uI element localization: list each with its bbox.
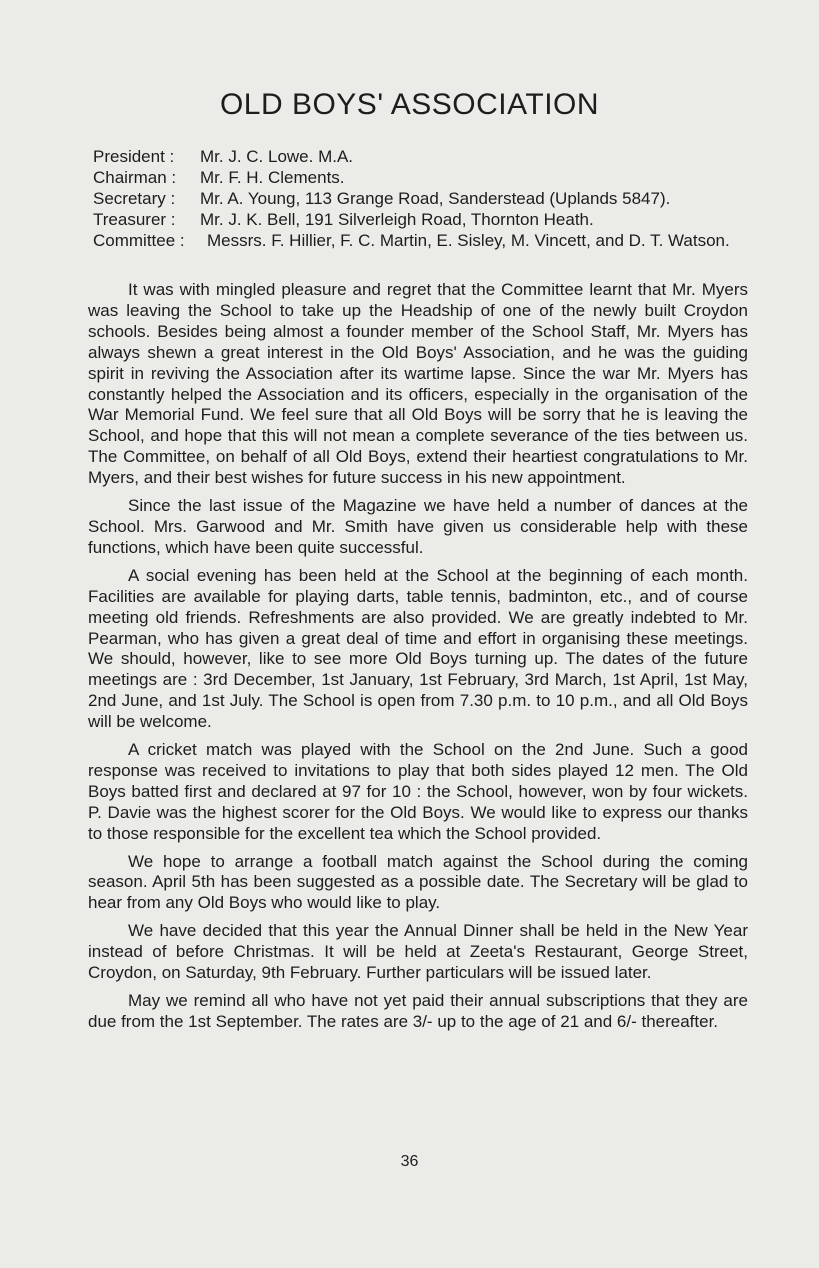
officer-name: Mr. A. Young, 113 Grange Road, Sanderstead (Uplands 5847). bbox=[200, 189, 671, 208]
page-number: 36 bbox=[400, 1153, 419, 1170]
paragraph: Since the last issue of the Magazine we have held a number of dances at the School. Mrs. Garwood and Mr. Smith have given us considerable help with these functions, which have been quite successful. bbox=[88, 496, 748, 557]
paragraph: We have decided that this year the Annual Dinner shall be held in the New Year instead of before Christmas. It will be held at Zeeta's Restaurant, George Street, Croydon, on Saturday, 9th February. Further particulars will be issued later. bbox=[88, 921, 748, 983]
officer-name: Mr. J. K. Bell, 191 Silverleigh Road, Thornton Heath. bbox=[200, 210, 594, 229]
officer-name: Mr. F. H. Clements. bbox=[200, 168, 345, 187]
paragraph: May we remind all who have not yet paid their annual subscriptions that they are due from the 1st September. The rates are 3/- up to the age of 21 and 6/- thereafter. bbox=[88, 991, 748, 1031]
officer-name: Messrs. F. Hillier, F. C. Martin, E. Sisley, M. Vincett, and D. T. Watson. bbox=[207, 231, 730, 250]
officer-secretary bbox=[93, 188, 753, 209]
page-title: OLD BOYS' ASSOCIATION bbox=[219, 88, 600, 121]
officer-role: President : bbox=[93, 147, 175, 166]
article-body bbox=[88, 280, 748, 1040]
officer-president bbox=[93, 146, 753, 167]
officer-committee bbox=[93, 230, 753, 251]
officer-role: Treasurer : bbox=[93, 210, 176, 229]
paragraph: It was with mingled pleasure and regret that the Committee learnt that Mr. Myers was leaving the School to take up the Headship of one of the newly built Croydon schools. Besides being almost a founder member of the School Staff, Mr. Myers has always shewn a great interest in the Old Boys' Association, and he was the guiding spirit in reviving the Association after its wartime lapse. Since the war Mr. Myers has constantly helped the Association and its officers, especially in the organisation of the War Memorial Fund. We feel sure that all Old Boys will be sorry that he is leaving the School, and hope that this will not mean a complete severance of the ties between us. The Committee, on behalf of all Old Boys, extend their heartiest congratulations to Mr. Myers, and their best wishes for future success in his new appointment. bbox=[88, 280, 748, 488]
officer-treasurer bbox=[93, 209, 753, 230]
officer-name: Mr. J. C. Lowe. M.A. bbox=[200, 147, 354, 166]
paragraph: A social evening has been held at the School at the beginning of each month. Facilities are available for playing darts, table tennis, badminton, etc., and of course meeting old friends. Refreshments are also provided. We are greatly indebted to Mr. Pearman, who has given a great deal of time and effort in organising these meetings. We should, however, like to see more Old Boys turning up. The dates of the future meetings are : 3rd December, 1st January, 1st February, 3rd March, 1st April, 1st May, 2nd June, and 1st July. The School is open from 7.30 p.m. to 10 p.m., and all Old Boys will be welcome. bbox=[88, 565, 748, 732]
officer-role: Committee : bbox=[93, 231, 185, 250]
officer-role: Chairman : bbox=[93, 168, 177, 187]
paragraph: A cricket match was played with the School on the 2nd June. Such a good response was received to invitations to play that both sides played 12 men. The Old Boys batted first and declared at 97 for 10 : the School, however, won by four wickets. P. Davie was the highest scorer for the Old Boys. We would like to express our thanks to those responsible for the excellent tea which the School provided. bbox=[88, 740, 748, 843]
officers-list bbox=[93, 146, 753, 251]
paragraph: We hope to arrange a football match against the School during the coming season. April 5th has been suggested as a possible date. The Secretary will be glad to hear from any Old Boys who would like to play. bbox=[88, 851, 748, 913]
officer-role: Secretary : bbox=[93, 189, 176, 208]
officer-chairman bbox=[93, 167, 753, 188]
